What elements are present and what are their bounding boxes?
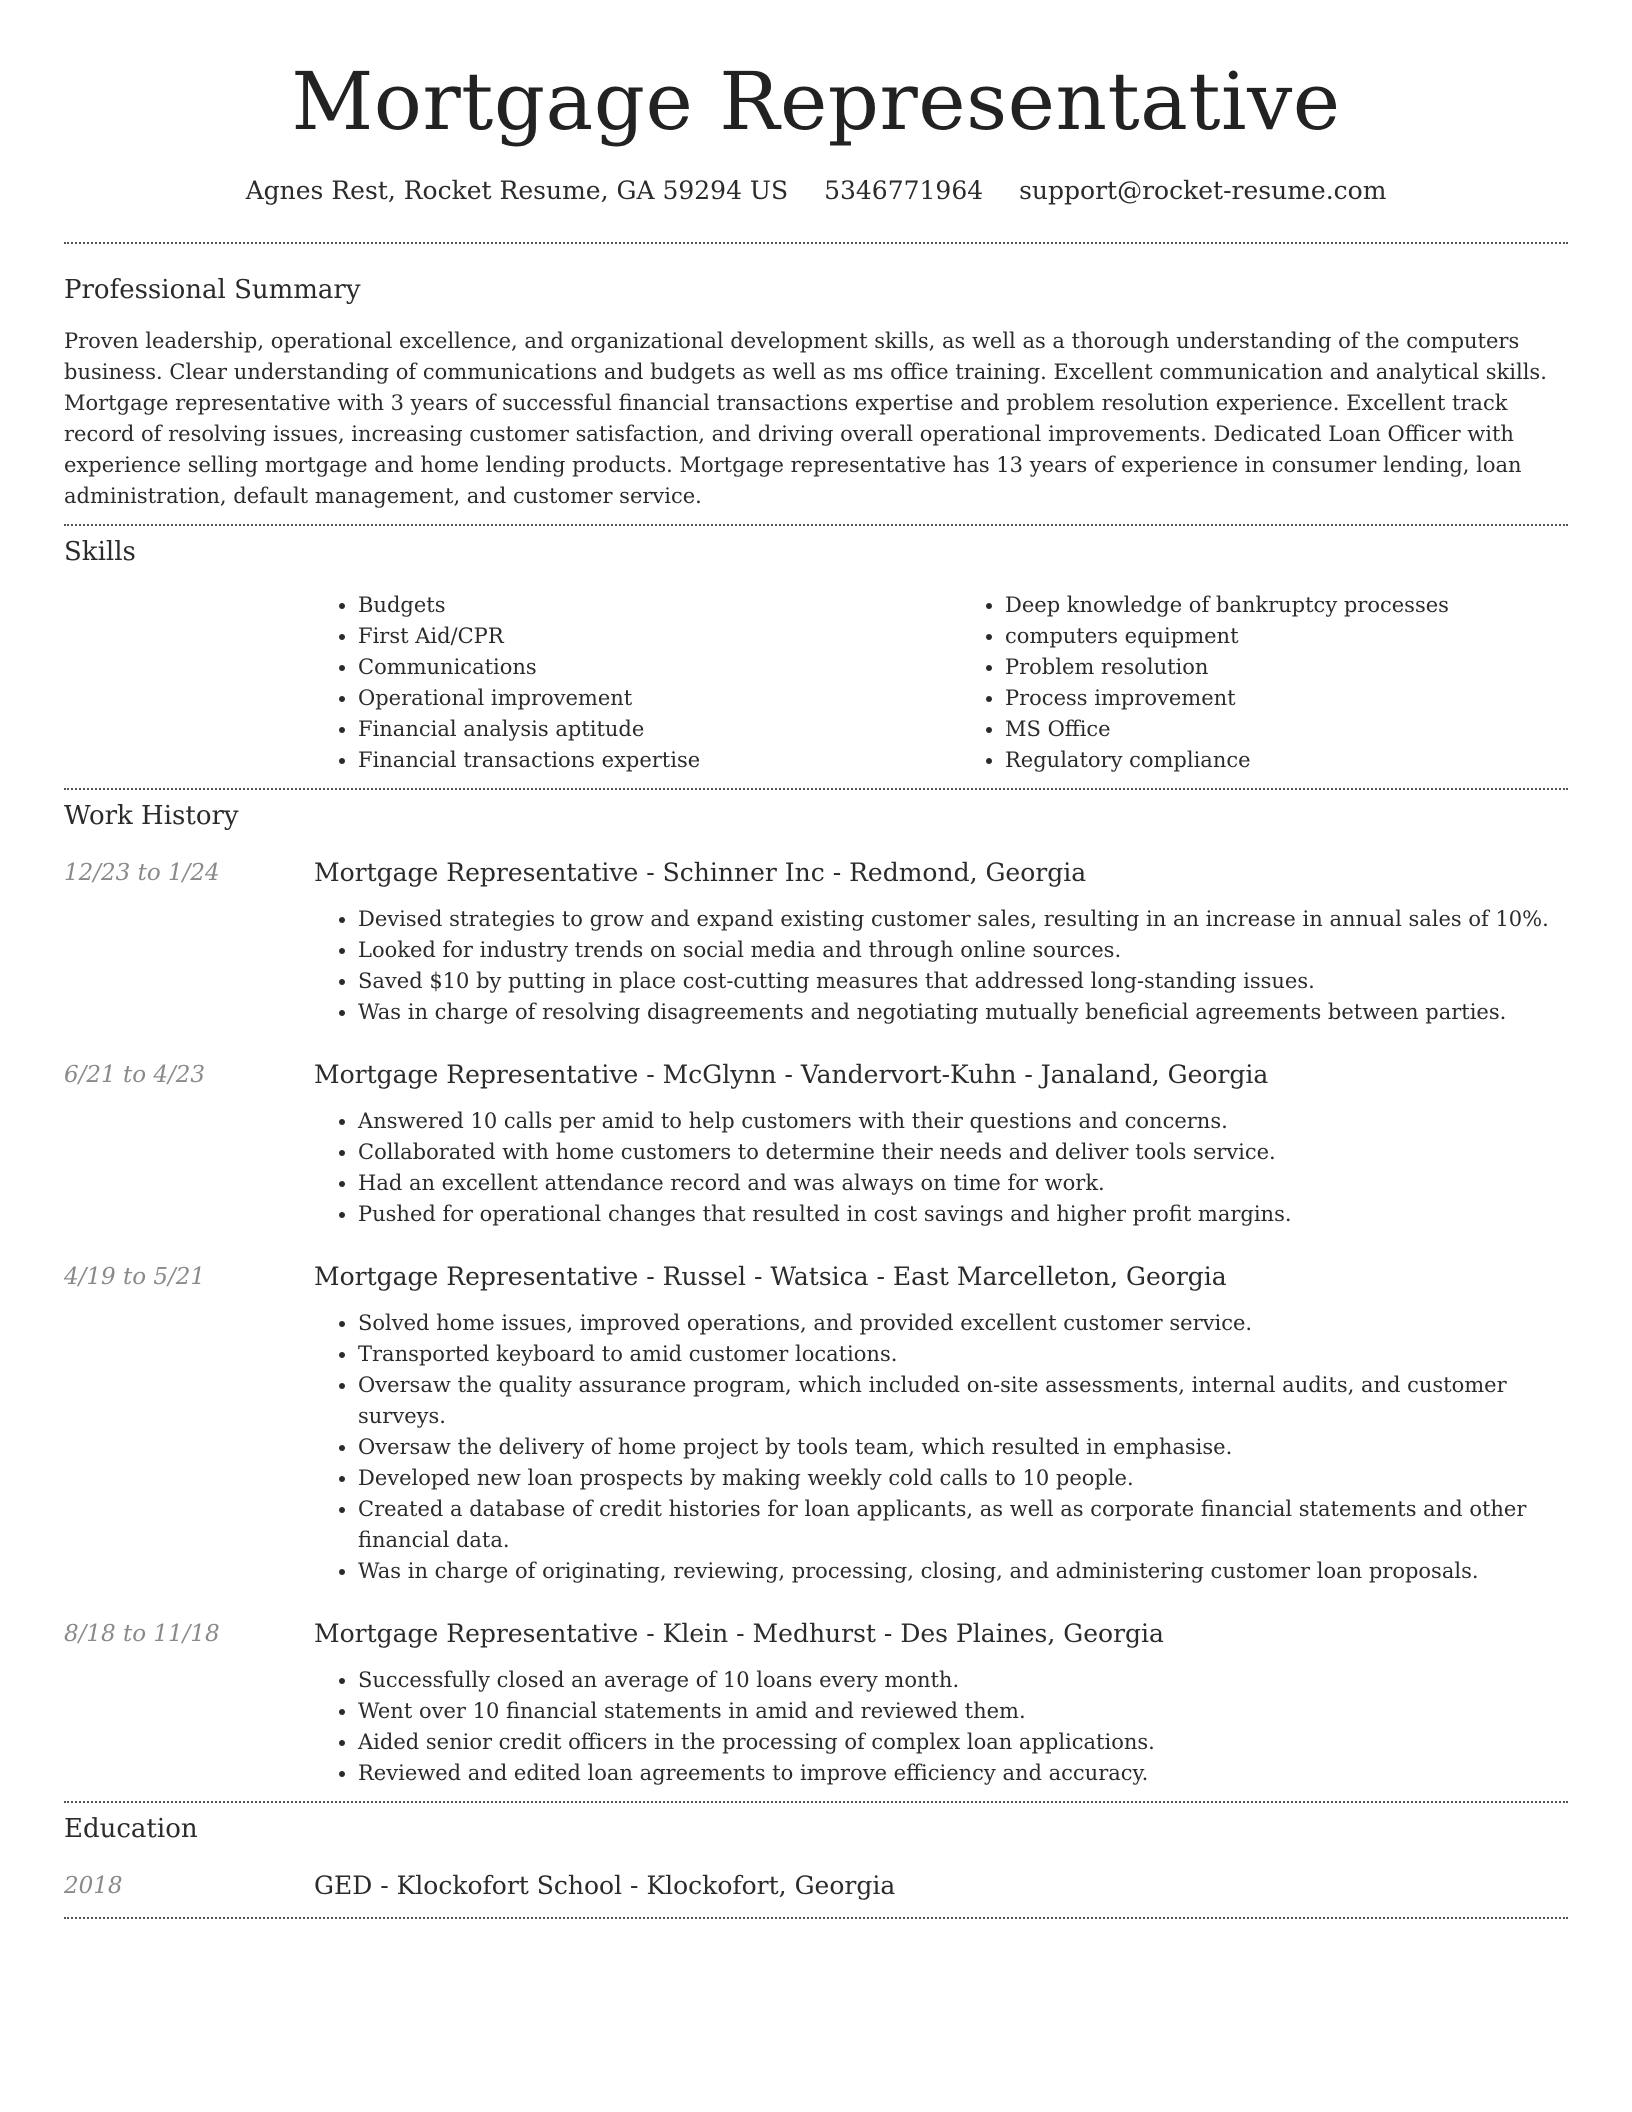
job-bullet: • Created a database of credit histories for loan applicants, as well as corporate financial statements and other financial data.: [358, 1494, 1568, 1556]
education-title: GED - Klockofort School - Klockofort, Georgia: [314, 1871, 896, 1900]
job-body: [314, 1260, 1568, 1587]
skill-item: • computers equipment: [1005, 621, 1568, 652]
job-bullet: • Solved home issues, improved operations, and provided excellent customer service.: [358, 1308, 1568, 1339]
job-bullet: • Developed new loan prospects by making weekly cold calls to 10 people.: [358, 1463, 1568, 1494]
job-bullets: [314, 1308, 1568, 1587]
skill-item: • Process improvement: [1005, 683, 1568, 714]
job-bullet: • Devised strategies to grow and expand existing customer sales, resulting in an increase in annual sales of 10%.: [358, 904, 1568, 935]
skill-item: • Regulatory compliance: [1005, 745, 1568, 776]
job-dates: 8/18 to 11/18: [64, 1621, 220, 1647]
job-body: [314, 1617, 1568, 1789]
skills-heading: Skills: [64, 537, 136, 567]
job-bullet: • Pushed for operational changes that resulted in cost savings and higher profit margins.: [358, 1199, 1568, 1230]
job-bullet: • Had an excellent attendance record and was always on time for work.: [358, 1168, 1568, 1199]
job-body: [314, 1058, 1568, 1230]
job-title: Mortgage Representative - Russel - Watsica - East Marcelleton, Georgia: [314, 1262, 1227, 1291]
contact-email: support@rocket-resume.com: [1019, 176, 1387, 205]
job-dates: 12/23 to 1/24: [64, 860, 220, 886]
job-bullet: • Looked for industry trends on social media and through online sources.: [358, 935, 1568, 966]
skills-list-left: [314, 590, 921, 776]
job-bullet: • Oversaw the delivery of home project by tools team, which resulted in emphasise.: [358, 1432, 1568, 1463]
job-entry: [64, 1260, 1568, 1587]
job-bullet: • Saved $10 by putting in place cost-cutting measures that addressed long-standing issues.: [358, 966, 1568, 997]
job-bullet: • Collaborated with home customers to determine their needs and deliver tools service.: [358, 1137, 1568, 1168]
education-divider: [64, 1917, 1568, 1919]
skills-grid: [314, 590, 1568, 776]
job-entry: [64, 856, 1568, 1028]
resume-header: [64, 0, 1568, 208]
job-bullet: • Was in charge of resolving disagreements and negotiating mutually beneficial agreements between parties.: [358, 997, 1568, 1028]
skills-section: [64, 526, 1568, 776]
skill-item: • Deep knowledge of bankruptcy processes: [1005, 590, 1568, 621]
summary-text: Proven leadership, operational excellence, and organizational development skills, as well as a thorough understanding of the computers business. Clear understanding of communications and budgets as well as ms office training. Excellent communication and analytical skills. Mortgage representative with 3 years of successful financial transactions expertise and problem resolution experience. Excellent track record of resolving issues, increasing customer satisfaction, and driving overall operational improvements. Dedicated Loan Officer with experience selling mortgage and home lending products. Mortgage representative has 13 years of experience in consumer lending, loan administration, default management, and customer service.: [64, 329, 1547, 508]
job-bullet: • Oversaw the quality assurance program, which included on-site assessments, internal audits, and customer surveys.: [358, 1370, 1568, 1432]
skill-item: • Problem resolution: [1005, 652, 1568, 683]
skill-item: • First Aid/CPR: [358, 621, 921, 652]
skills-list-right: [961, 590, 1568, 776]
education-body: [314, 1869, 1568, 1903]
contact-phone: 5346771964: [824, 176, 984, 205]
education-entry: [64, 1869, 1568, 1903]
candidate-name: Mortgage Representative: [291, 55, 1341, 148]
summary-heading: Professional Summary: [64, 275, 361, 305]
job-bullet: • Reviewed and edited loan agreements to improve efficiency and accuracy.: [358, 1758, 1568, 1789]
skill-item: • Operational improvement: [358, 683, 921, 714]
contact-line: [64, 174, 1568, 208]
job-dates: 6/21 to 4/23: [64, 1062, 206, 1088]
job-bullet: • Went over 10 financial statements in amid and reviewed them.: [358, 1696, 1568, 1727]
job-bullet: • Aided senior credit officers in the processing of complex loan applications.: [358, 1727, 1568, 1758]
job-body: [314, 856, 1568, 1028]
education-section: [64, 1803, 1568, 1903]
job-entry: [64, 1058, 1568, 1230]
skill-item: • Budgets: [358, 590, 921, 621]
job-bullets: [314, 904, 1568, 1028]
job-entry: [64, 1617, 1568, 1789]
skill-item: • MS Office: [1005, 714, 1568, 745]
job-title: Mortgage Representative - Klein - Medhurst - Des Plaines, Georgia: [314, 1619, 1164, 1648]
job-dates: 4/19 to 5/21: [64, 1264, 206, 1290]
job-bullet: • Transported keyboard to amid customer locations.: [358, 1339, 1568, 1370]
job-bullet: • Was in charge of originating, reviewing, processing, closing, and administering customer loan proposals.: [358, 1556, 1568, 1587]
contact-address: Agnes Rest, Rocket Resume, GA 59294 US: [245, 176, 789, 205]
education-heading: Education: [64, 1814, 198, 1844]
job-bullet: • Answered 10 calls per amid to help customers with their questions and concerns.: [358, 1106, 1568, 1137]
skill-item: • Communications: [358, 652, 921, 683]
skill-item: • Financial transactions expertise: [358, 745, 921, 776]
summary-section: [64, 244, 1568, 512]
job-title: Mortgage Representative - Schinner Inc - Redmond, Georgia: [314, 858, 1087, 887]
skill-item: • Financial analysis aptitude: [358, 714, 921, 745]
job-bullets: [314, 1106, 1568, 1230]
job-title: Mortgage Representative - McGlynn - Vandervort-Kuhn - Janaland, Georgia: [314, 1060, 1269, 1089]
job-bullets: [314, 1665, 1568, 1789]
work-section: [64, 790, 1568, 1789]
job-bullet: • Successfully closed an average of 10 loans every month.: [358, 1665, 1568, 1696]
work-heading: Work History: [64, 801, 239, 831]
education-date: 2018: [64, 1873, 123, 1899]
